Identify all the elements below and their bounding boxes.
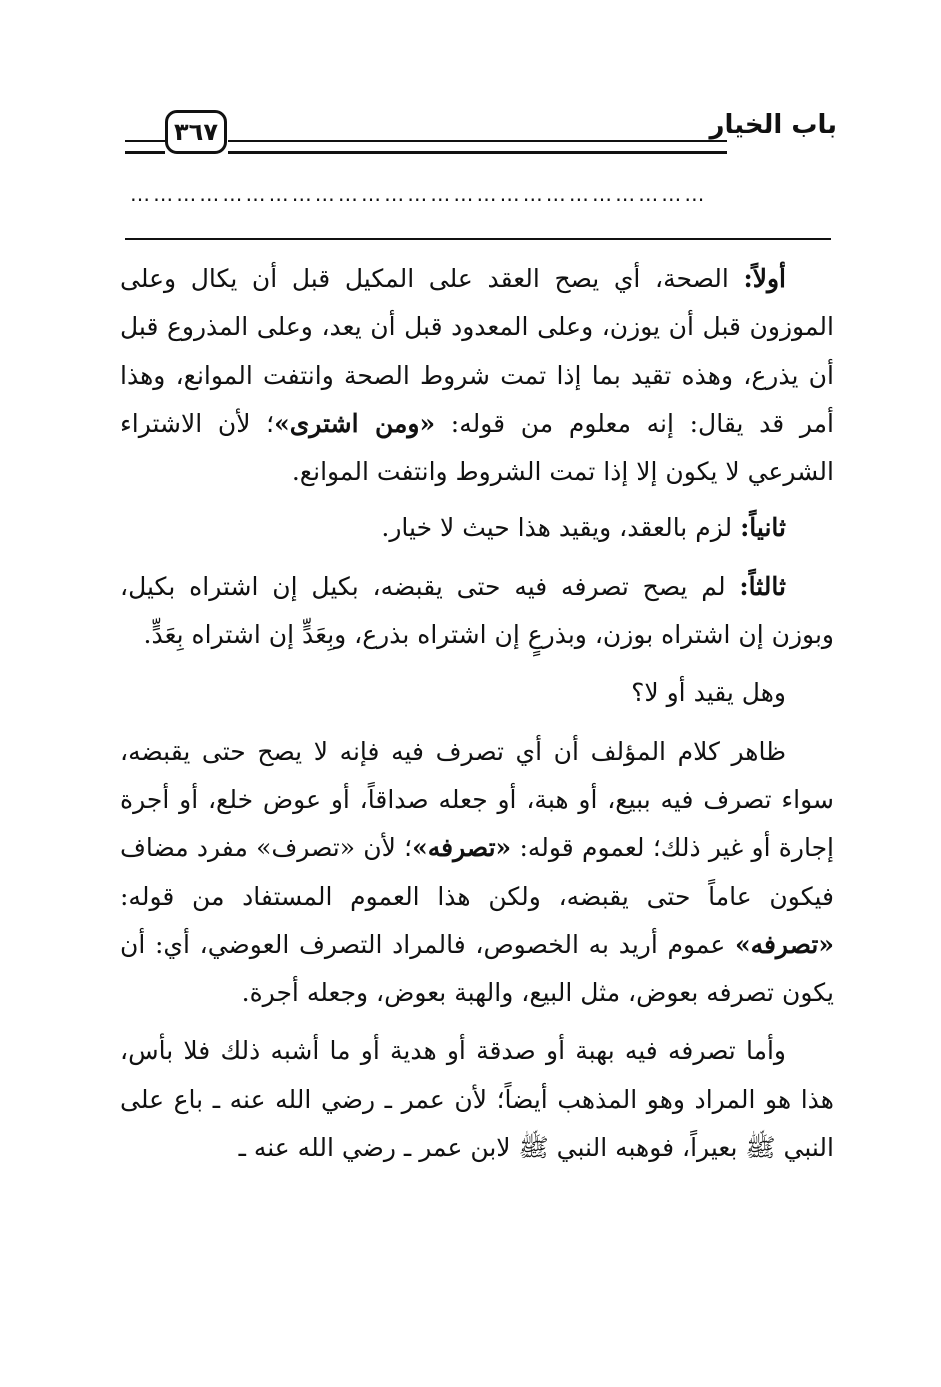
paragraph-text: ظاهر كلام المؤلف أن أي تصرف فيه فإنه لا يصح حتى يقبضه، سواء تصرف فيه ببيع، أو هبة، أو جعله صداقاً، أو عوض خلع، أو أجرة إجارة أو غير ذلك؛ لعموم قوله:	[120, 736, 834, 863]
paragraph-last	[120, 1027, 834, 1172]
paragraph-third	[120, 563, 834, 660]
paragraph-text: لزم بالعقد، ويقيد هذا حيث لا خيار.	[381, 513, 741, 543]
paragraph-label: أولاً:	[743, 264, 786, 293]
chapter-title: باب الخيار	[709, 110, 837, 140]
quoted-term: «ومن اشترى»	[274, 408, 436, 438]
page-number: ٣٦٧	[165, 110, 227, 154]
paragraph-question	[120, 669, 834, 717]
paragraph-second	[120, 504, 834, 552]
quoted-term: «تصرفه»	[412, 833, 512, 863]
paragraph-text: الصحة، أي يصح العقد على المكيل قبل أن يكال وعلى الموزون قبل أن يوزن، وعلى المعدود قبل أن يعد، وعلى المذروع قبل أن يذرع، وهذه تقيد بما إذا تمت شروط الصحة وانتفت الموانع، وهذا أمر قد يقال: إنه معلوم من قوله:	[120, 264, 834, 438]
paragraph-text: وأما تصرفه فيه بهبة أو صدقة أو هدية أو ما أشبه ذلك فلا بأس، هذا هو المراد وهو المذهب أيضاً؛ لأن عمر ـ رضي الله عنه ـ باع على النبي ﷺ بعيراً، فوهبه النبي ﷺ لابن عمر ـ رضي الله عنه ـ	[120, 1036, 834, 1163]
paragraph-text: وهل يقيد أو لا؟	[631, 678, 786, 708]
paragraph-text: ؛ لأن «تصرف» مفرد مضاف فيكون عاماً حتى يقبضه، ولكن هذا العموم المستفاد من قوله:	[120, 833, 834, 911]
header-double-rule-left	[125, 140, 165, 154]
page-header	[125, 100, 837, 160]
main-text	[120, 255, 834, 1182]
paragraph-answer	[120, 728, 834, 1018]
header-double-rule	[228, 140, 727, 154]
paragraph-text: عموم أريد به الخصوص، فالمراد التصرف العوضي، أي: أن يكون تصرفه بعوض، مثل البيع، والهبة بعوض، وجعله أجرة.	[120, 929, 834, 1008]
paragraph-text: لم يصح تصرفه فيه حتى يقبضه، بكيل إن اشتراه بكيل، وبوزن إن اشتراه بوزن، وبذرعٍ إن اشتراه بذرع، وبِعَدٍّ إن اشتراه بِعَدٍّ.	[120, 571, 834, 650]
paragraph-label: ثالثاً:	[739, 571, 786, 601]
separator-rule	[125, 238, 831, 240]
paragraph-text: ؛ لأن الاشتراء الشرعي لا يكون إلا إذا تمت الشروط وانتفت الموانع.	[120, 408, 834, 487]
paragraph-label: ثانياً:	[740, 513, 786, 543]
quoted-term: «تصرفه»	[734, 929, 834, 959]
paragraph-first	[120, 255, 834, 496]
separator-dots: …………………………………………………………………	[130, 182, 708, 206]
